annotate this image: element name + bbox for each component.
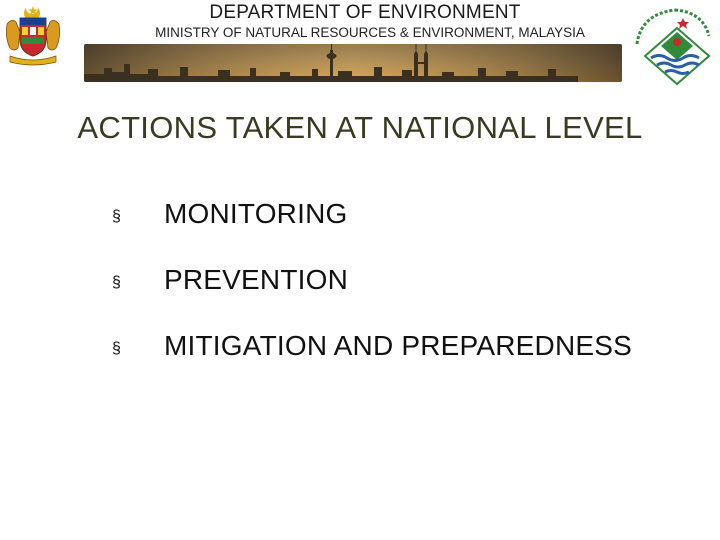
city-skyline-banner [84,44,622,82]
department-title: DEPARTMENT OF ENVIRONMENT [209,2,521,23]
bullet-list [112,198,632,396]
bullet-label-monitoring: MONITORING [164,198,348,229]
list-item [112,330,632,396]
list-item [112,264,632,330]
bullet-label-mitigation: MITIGATION AND PREPAREDNESS [164,330,632,361]
bullet-marker: § [112,274,121,291]
list-item [112,198,632,264]
bullet-marker: § [112,340,121,357]
bullet-marker: § [112,208,121,225]
ministry-title: MINISTRY OF NATURAL RESOURCES & ENVIRONMENT, MALAYSIA [155,25,585,40]
slide-header [0,0,720,90]
doe-malaysia-logo-icon [627,4,717,86]
bullet-label-prevention: PREVENTION [164,264,349,295]
slide-title: ACTIONS TAKEN AT NATIONAL LEVEL [77,110,643,145]
